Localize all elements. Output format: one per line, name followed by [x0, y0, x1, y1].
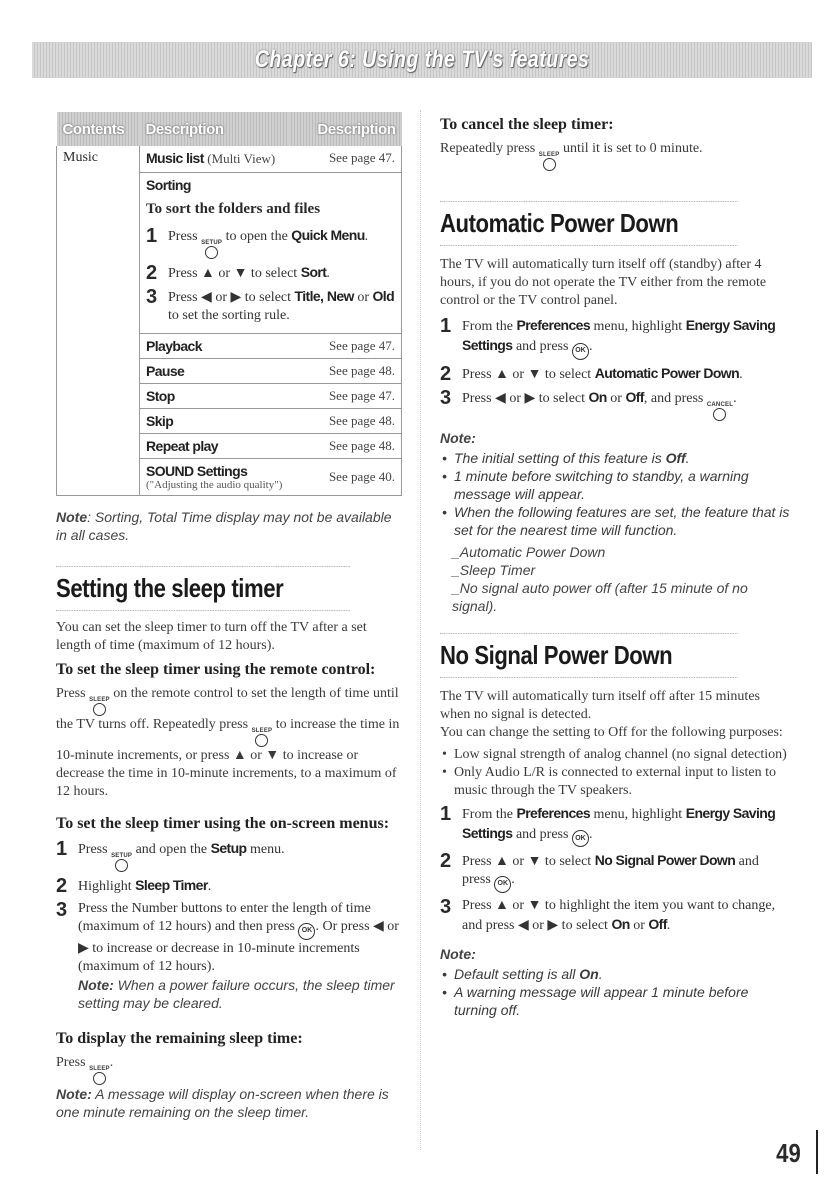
- key-label: SLEEP: [89, 1065, 110, 1072]
- step-text: Press: [78, 842, 108, 857]
- dash-item: _Sleep Timer: [452, 561, 536, 578]
- step-text: Press the Number buttons to enter the length of time (maximum of 12 hours) and then press: [78, 901, 371, 934]
- text: .: [598, 965, 603, 982]
- nosignal-notes: [440, 965, 790, 1019]
- see-page: See page 48.: [289, 359, 401, 384]
- step-text: .: [207, 879, 212, 894]
- note-label: Note:: [56, 1085, 92, 1102]
- step-bold: New: [326, 288, 354, 304]
- remote-subheading: To set the sleep timer using the remote control:: [56, 661, 376, 678]
- text: on the remote control to set the length of time until the TV turns off. Repeatedly press: [56, 686, 399, 732]
- cancel-button-icon: [707, 402, 733, 421]
- row-label: Stop: [140, 384, 290, 409]
- sleep-button-icon: [89, 1066, 110, 1085]
- remote-paragraph: [56, 685, 402, 801]
- page-number-bar: [816, 1130, 818, 1174]
- text: Press: [56, 686, 86, 701]
- step-text: menu.: [250, 842, 285, 857]
- music-list-cell: [140, 146, 290, 173]
- nosignal-note-heading: Note:: [440, 945, 476, 962]
- step-bold: No Signal Power Down: [594, 852, 736, 868]
- table-row: [57, 146, 402, 173]
- sorting-subtitle: To sort the folders and files: [146, 201, 321, 217]
- step-number: 3: [56, 899, 68, 921]
- text: .: [685, 449, 690, 466]
- auto-dash-list: [440, 543, 790, 615]
- step-number: 1: [440, 315, 452, 337]
- step-number: 1: [56, 838, 68, 860]
- ok-button-icon: OK: [572, 830, 589, 847]
- step-text: Press ◀ or ▶ to select: [462, 390, 586, 406]
- table-note: [56, 508, 402, 544]
- sleep-button-icon: [89, 697, 110, 716]
- step-number: 1: [146, 225, 158, 247]
- step-number: 3: [146, 286, 158, 308]
- header-contents: Contents: [57, 112, 140, 146]
- dash-item: _No signal auto power off (after 15 minute of no signal).: [452, 579, 748, 614]
- text: No signal auto power off (after 15 minute of no signal).: [452, 579, 748, 614]
- display-note: [56, 1085, 402, 1121]
- row-label: Skip: [140, 409, 290, 434]
- left-column: [56, 112, 402, 1121]
- see-page: See page 47.: [289, 384, 401, 409]
- see-page: See page 48.: [289, 434, 401, 459]
- category-cell: Music: [57, 146, 140, 496]
- sleep-step-1: [56, 839, 402, 872]
- nosignal-bullets: [440, 746, 790, 800]
- step-bold: Sort: [300, 264, 327, 280]
- step-bold: Quick Menu: [291, 227, 365, 243]
- nosignal-intro-1: The TV will automatically turn itself off after 15 minutes when no signal is detected.: [440, 688, 760, 722]
- sleep-step-2: [56, 876, 402, 896]
- sorting-title: Sorting: [146, 177, 191, 193]
- table-header: [57, 112, 402, 146]
- menu-subheading: To set the sleep timer using the on-screen menus:: [56, 815, 390, 832]
- step-bold: Energy Saving Settings: [462, 317, 776, 353]
- step-text: .: [666, 917, 671, 933]
- setup-button-icon: [201, 240, 222, 259]
- text-bold: Off: [665, 449, 686, 466]
- list-item: [454, 983, 790, 1019]
- see-page: See page 40.: [289, 459, 401, 496]
- step-text: Press ◀ or ▶ to select: [168, 290, 292, 305]
- key-label: SLEEP: [89, 697, 110, 703]
- key-label: CANCEL: [706, 401, 734, 408]
- step-bold: Energy Saving Settings: [462, 804, 776, 841]
- text: When the following features are set, the feature that is set for the nearest time will function.: [454, 503, 790, 538]
- page-number: 49: [776, 1138, 801, 1168]
- sleep-button-icon: [252, 728, 273, 747]
- auto-note-heading: Note:: [440, 429, 476, 446]
- auto-step-3: 3 Press ◀ or ▶ to select On or Off, and press CANCEL .: [440, 388, 790, 421]
- note-text: : Sorting, Total Time display may not be available in all cases.: [56, 509, 392, 543]
- row-label: Playback: [140, 334, 290, 359]
- cancel-paragraph: [440, 140, 790, 171]
- step-note: [78, 976, 402, 1012]
- text: Sleep Timer: [459, 561, 536, 578]
- sleep-step-3: [56, 900, 402, 1012]
- text: .: [109, 1054, 114, 1070]
- step-bold: On: [588, 388, 607, 405]
- step-text: From the: [462, 806, 513, 822]
- step-text: , and press: [643, 390, 704, 406]
- column-divider: [420, 110, 421, 1150]
- auto-step-2: [440, 364, 790, 384]
- step-text: or: [610, 390, 622, 406]
- step-bold: Preferences: [516, 804, 591, 821]
- step-number: 2: [440, 850, 452, 872]
- step-bold: Old: [372, 288, 395, 304]
- step-text: . Or press ◀ or ▶ to increase or decrease in 10-minute increments (maximum of 12 hours).: [78, 919, 399, 974]
- step-bold: Off: [625, 388, 644, 405]
- step-text: or: [357, 290, 370, 305]
- auto-step-1: 1 From the Preferences menu, highlight Energy Saving Settings and press OK .: [440, 316, 790, 360]
- step-bold: Preferences: [516, 317, 591, 333]
- step-text: From the: [462, 319, 513, 334]
- sorting-step-3: [146, 287, 395, 325]
- row-label: Pause: [140, 359, 290, 384]
- step-text: and open the: [135, 842, 208, 857]
- note-label: Note:: [78, 976, 114, 993]
- section-heading-auto-power: Automatic Power Down: [440, 201, 738, 246]
- header-description: Description: [140, 112, 290, 146]
- step-text: Press ▲ or ▼ to select: [168, 266, 298, 281]
- step-text: Press ▲ or ▼ to highlight the item you want to change, and press ◀ or ▶ to select: [462, 897, 776, 933]
- display-paragraph: [56, 1054, 402, 1085]
- nosignal-step-3: [440, 897, 790, 935]
- text: The initial setting of this feature is: [454, 449, 662, 466]
- music-list-detail: (Multi View): [207, 151, 276, 166]
- row-label: Repeat play: [140, 434, 290, 459]
- display-subheading: To display the remaining sleep time:: [56, 1029, 303, 1047]
- sleep-button-icon: [539, 152, 560, 171]
- chapter-banner: [32, 42, 812, 78]
- key-label: SETUP: [111, 853, 133, 859]
- key-label: SETUP: [201, 240, 223, 246]
- row-label: SOUND Settings: [146, 463, 248, 479]
- step-bold: Off: [648, 915, 667, 932]
- header-description-2: Description: [289, 112, 401, 146]
- text: Press: [56, 1054, 86, 1070]
- cancel-heading: To cancel the sleep timer:: [440, 116, 614, 133]
- see-page: See page 48.: [289, 409, 401, 434]
- step-text: .: [364, 229, 369, 244]
- step-number: 2: [440, 362, 452, 385]
- see-page: See page 47.: [289, 334, 401, 359]
- description-table: [56, 112, 402, 496]
- step-text: Press ▲ or ▼ to select: [462, 366, 592, 382]
- text: 1 minute before switching to standby, a warning message will appear.: [454, 467, 749, 502]
- step-text: menu, highlight: [593, 319, 683, 334]
- see-page: See page 47.: [289, 146, 401, 173]
- text: to increase the time in 10-minute increments, or press ▲ or ▼ to increase or decrease the time in 10-minute increments, to a maximum of 12 hours.: [56, 717, 400, 799]
- text: until it is set to 0 minute.: [562, 141, 703, 156]
- step-bold: Automatic Power Down: [594, 364, 740, 381]
- key-label: SLEEP: [538, 152, 560, 158]
- step-text: Press ▲ or ▼ to select: [462, 854, 592, 869]
- text: Automatic Power Down: [459, 543, 606, 560]
- setup-button-icon: [111, 853, 132, 872]
- step-text: and press: [462, 854, 759, 887]
- step-text: to open the: [225, 229, 288, 244]
- row-sublabel: ("Adjusting the audio quality"): [146, 479, 283, 491]
- list-item: [454, 449, 790, 467]
- auto-intro: The TV will automatically turn itself off (standby) after 4 hours, if you do not operate the TV either from the remote control or the TV control panel.: [440, 257, 767, 308]
- text-bold: On: [579, 965, 599, 982]
- step-text: Highlight: [78, 879, 132, 894]
- nosignal-intro-2: You can change the setting to Off for the following purposes:: [440, 724, 783, 740]
- text: A warning message will appear 1 minute before turning off.: [454, 983, 749, 1018]
- step-number: 3: [440, 895, 452, 918]
- list-item: [454, 503, 790, 539]
- step-bold: Sleep Timer: [135, 877, 208, 893]
- right-column: [440, 112, 790, 1023]
- ok-button-icon: OK: [572, 343, 589, 360]
- step-text: and press: [515, 826, 569, 842]
- step-number: 3: [440, 386, 452, 409]
- section-heading-no-signal: No Signal Power Down: [440, 633, 738, 678]
- step-text: Press: [168, 229, 198, 244]
- note-text: A message will display on-screen when there is one minute remaining on the sleep timer.: [56, 1085, 389, 1120]
- step-text: or: [633, 917, 645, 933]
- chapter-title: Chapter 6: Using the TV's features: [254, 46, 590, 73]
- text: Repeatedly press: [440, 141, 536, 156]
- step-text: .: [739, 366, 743, 382]
- nosignal-step-1: 1 From the Preferences menu, highlight Energy Saving Settings and press OK .: [440, 804, 790, 848]
- list-item: • Low signal strength of analog channel (no signal detection): [454, 746, 790, 764]
- step-bold: Setup: [210, 840, 247, 856]
- key-label: SLEEP: [251, 728, 273, 734]
- music-list-label: Music list: [146, 150, 204, 166]
- sleep-intro: You can set the sleep timer to turn off the TV after a set length of time (maximum of 12 hours).: [56, 620, 367, 653]
- sorting-step-2: [146, 263, 395, 283]
- ok-button-icon: OK: [298, 923, 315, 940]
- step-text: to set the sorting rule.: [168, 308, 290, 323]
- step-number: 2: [146, 262, 158, 284]
- step-text: menu, highlight: [593, 806, 683, 822]
- ok-button-icon: OK: [494, 876, 511, 893]
- step-number: 2: [56, 875, 68, 897]
- list-item: • Only Audio L/R is connected to external input to listen to music through the TV speakers.: [454, 764, 790, 800]
- section-heading-sleep: Setting the sleep timer: [56, 566, 350, 611]
- note-label: Note: [56, 509, 88, 525]
- step-bold: Title: [294, 288, 321, 304]
- step-number: 1: [440, 802, 452, 825]
- step-text: .: [326, 266, 330, 281]
- dash-item: _Automatic Power Down: [452, 543, 606, 560]
- list-item: [454, 467, 790, 503]
- list-item: [454, 965, 790, 983]
- auto-notes: [440, 449, 790, 539]
- sorting-cell: [140, 173, 402, 334]
- text: Default setting is all: [454, 965, 576, 982]
- step-text: ,: [320, 288, 324, 304]
- nosignal-step-2: 2 Press ▲ or ▼ to select No Signal Power Down and press OK .: [440, 851, 790, 893]
- step-bold: On: [611, 915, 630, 932]
- step-text: and press: [515, 339, 569, 354]
- sorting-step-1: [146, 226, 395, 259]
- note-text: When a power failure occurs, the sleep timer setting may be cleared.: [78, 976, 395, 1011]
- sound-settings-cell: [140, 459, 290, 496]
